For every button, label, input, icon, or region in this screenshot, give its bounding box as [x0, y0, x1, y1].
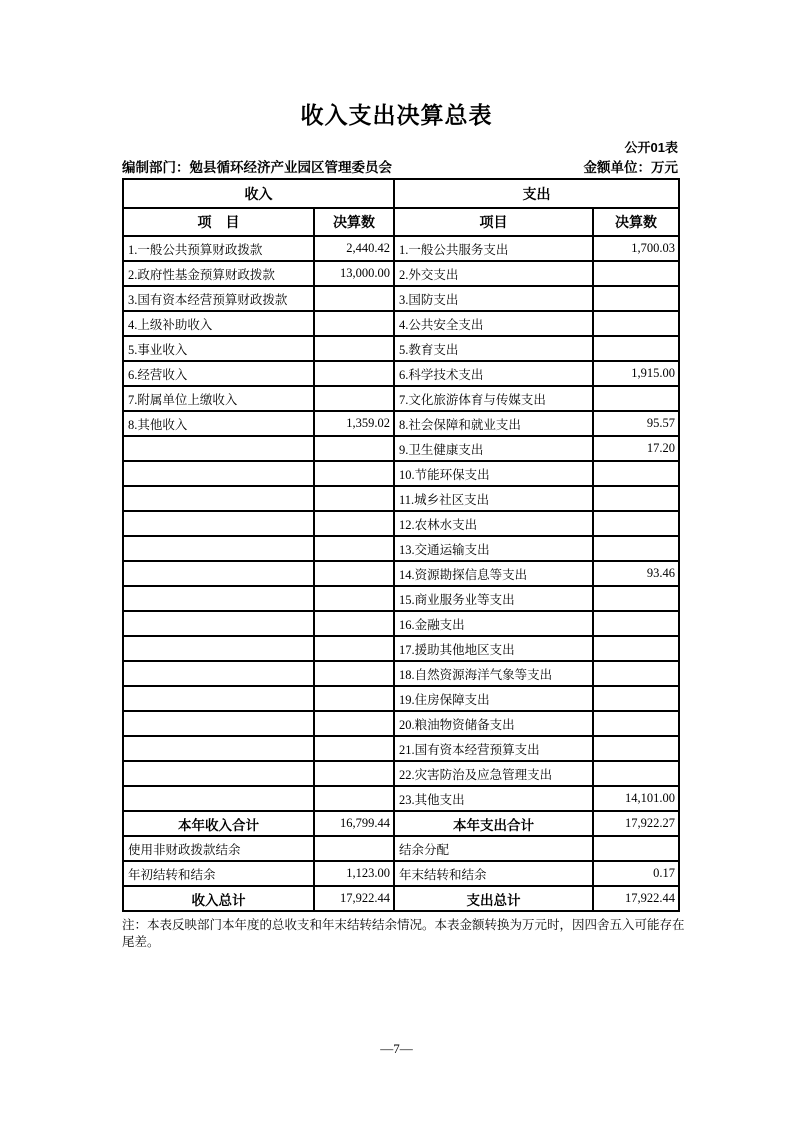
income-amount-cell: [314, 786, 394, 811]
income-amount-cell: 1,359.02: [314, 411, 394, 436]
column-header-row: [123, 208, 679, 236]
expense-amount-cell: 14,101.00: [593, 786, 679, 811]
income-item-cell: [123, 486, 314, 511]
income-amount-cell: 2,440.42: [314, 236, 394, 261]
table-row: [123, 686, 679, 711]
income-amount-cell: [314, 636, 394, 661]
expense-item-cell: 13.交通运输支出: [394, 536, 593, 561]
expense-amount-cell: [593, 836, 679, 861]
expense-item-cell: 16.金融支出: [394, 611, 593, 636]
table-code: 公开01表: [624, 140, 678, 155]
expense-amount-cell: [593, 336, 679, 361]
expense-item-cell: 17.援助其他地区支出: [394, 636, 593, 661]
expense-item-cell: 15.商业服务业等支出: [394, 586, 593, 611]
expense-item-cell: 23.其他支出: [394, 786, 593, 811]
table-row: [123, 286, 679, 311]
income-item-cell: 年初结转和结余: [123, 861, 314, 886]
income-amount-cell: [314, 386, 394, 411]
income-item-cell: 2.政府性基金预算财政拨款: [123, 261, 314, 286]
income-item-cell: [123, 711, 314, 736]
expense-item-cell: 支出总计: [394, 886, 593, 911]
income-item-col-header: 项 目: [123, 208, 314, 236]
expense-item-cell: 6.科学技术支出: [394, 361, 593, 386]
budget-summary-table: [122, 178, 680, 912]
income-section-header: 收入: [123, 179, 394, 208]
income-item-cell: 本年收入合计: [123, 811, 314, 836]
income-item-cell: [123, 436, 314, 461]
table-row: [123, 586, 679, 611]
page-number: —7—: [380, 1041, 413, 1056]
expense-amount-col-header: 决算数: [593, 208, 679, 236]
footnote-line: 尾差。: [122, 935, 160, 949]
income-amount-cell: 16,799.44: [314, 811, 394, 836]
income-amount-cell: 13,000.00: [314, 261, 394, 286]
income-amount-cell: [314, 761, 394, 786]
table-row: [123, 411, 679, 436]
income-item-cell: [123, 511, 314, 536]
expense-item-cell: 14.资源勘探信息等支出: [394, 561, 593, 586]
table-row: [123, 236, 679, 261]
expense-item-cell: 4.公共安全支出: [394, 311, 593, 336]
income-item-cell: [123, 736, 314, 761]
table-row: [123, 636, 679, 661]
table-row: [123, 811, 679, 836]
income-item-cell: [123, 461, 314, 486]
income-amount-cell: [314, 736, 394, 761]
table-row: [123, 311, 679, 336]
income-amount-cell: [314, 286, 394, 311]
income-amount-cell: [314, 486, 394, 511]
income-amount-cell: [314, 611, 394, 636]
expense-amount-cell: 95.57: [593, 411, 679, 436]
expense-amount-cell: 1,915.00: [593, 361, 679, 386]
expense-item-cell: 3.国防支出: [394, 286, 593, 311]
income-item-cell: [123, 636, 314, 661]
table-row: [123, 661, 679, 686]
expense-amount-cell: [593, 386, 679, 411]
expense-item-cell: 年末结转和结余: [394, 861, 593, 886]
income-item-cell: 8.其他收入: [123, 411, 314, 436]
expense-item-cell: 结余分配: [394, 836, 593, 861]
meta-row: [122, 156, 678, 176]
table-row: [123, 461, 679, 486]
income-item-cell: 7.附属单位上缴收入: [123, 386, 314, 411]
prepared-by: 编制部门：勉县循环经济产业园区管理委员会: [122, 160, 392, 175]
income-amount-cell: [314, 661, 394, 686]
expense-item-cell: 11.城乡社区支出: [394, 486, 593, 511]
footnote: [122, 917, 688, 951]
income-item-cell: [123, 611, 314, 636]
table-row: [123, 736, 679, 761]
income-item-cell: 5.事业收入: [123, 336, 314, 361]
expense-amount-cell: [593, 511, 679, 536]
expense-item-cell: 10.节能环保支出: [394, 461, 593, 486]
expense-amount-cell: 1,700.03: [593, 236, 679, 261]
expense-item-col-header: 项目: [394, 208, 593, 236]
expense-item-cell: 20.粮油物资储备支出: [394, 711, 593, 736]
income-amount-cell: [314, 336, 394, 361]
expense-item-cell: 22.灾害防治及应急管理支出: [394, 761, 593, 786]
income-amount-cell: [314, 586, 394, 611]
expense-amount-cell: 17.20: [593, 436, 679, 461]
income-item-cell: 1.一般公共预算财政拨款: [123, 236, 314, 261]
income-item-cell: 6.经营收入: [123, 361, 314, 386]
expense-amount-cell: [593, 711, 679, 736]
expense-item-cell: 12.农林水支出: [394, 511, 593, 536]
income-item-cell: 3.国有资本经营预算财政拨款: [123, 286, 314, 311]
expense-amount-cell: [593, 286, 679, 311]
expense-item-cell: 18.自然资源海洋气象等支出: [394, 661, 593, 686]
table-row: [123, 836, 679, 861]
expense-item-cell: 21.国有资本经营预算支出: [394, 736, 593, 761]
income-amount-cell: [314, 461, 394, 486]
expense-amount-cell: [593, 536, 679, 561]
expense-amount-cell: [593, 661, 679, 686]
table-row: [123, 611, 679, 636]
income-amount-cell: 1,123.00: [314, 861, 394, 886]
income-amount-cell: [314, 836, 394, 861]
expense-amount-cell: 93.46: [593, 561, 679, 586]
expense-amount-cell: [593, 586, 679, 611]
income-amount-cell: [314, 711, 394, 736]
expense-amount-cell: [593, 636, 679, 661]
expense-amount-cell: 0.17: [593, 861, 679, 886]
expense-item-cell: 2.外交支出: [394, 261, 593, 286]
table-row: [123, 711, 679, 736]
income-amount-cell: [314, 536, 394, 561]
expense-amount-cell: [593, 736, 679, 761]
income-item-cell: [123, 586, 314, 611]
table-row: [123, 486, 679, 511]
table-row: [123, 386, 679, 411]
expense-item-cell: 9.卫生健康支出: [394, 436, 593, 461]
income-item-cell: [123, 536, 314, 561]
income-item-cell: [123, 686, 314, 711]
income-amount-col-header: 决算数: [314, 208, 394, 236]
income-amount-cell: [314, 686, 394, 711]
table-row: [123, 336, 679, 361]
income-amount-cell: [314, 561, 394, 586]
table-row: [123, 536, 679, 561]
expense-section-header: 支出: [394, 179, 679, 208]
income-amount-cell: [314, 361, 394, 386]
income-amount-cell: [314, 511, 394, 536]
expense-item-cell: 本年支出合计: [394, 811, 593, 836]
expense-amount-cell: [593, 611, 679, 636]
income-item-cell: 使用非财政拨款结余: [123, 836, 314, 861]
amount-unit: 金额单位：万元: [583, 160, 678, 175]
expense-amount-cell: [593, 686, 679, 711]
expense-amount-cell: [593, 486, 679, 511]
table-row: [123, 436, 679, 461]
expense-item-cell: 8.社会保障和就业支出: [394, 411, 593, 436]
expense-amount-cell: [593, 311, 679, 336]
income-item-cell: 4.上级补助收入: [123, 311, 314, 336]
section-header-row: [123, 179, 679, 208]
income-item-cell: [123, 786, 314, 811]
income-item-cell: [123, 661, 314, 686]
income-amount-cell: [314, 436, 394, 461]
expense-item-cell: 5.教育支出: [394, 336, 593, 361]
expense-amount-cell: [593, 261, 679, 286]
income-item-cell: [123, 561, 314, 586]
table-row: [123, 511, 679, 536]
expense-amount-cell: 17,922.27: [593, 811, 679, 836]
table-row: [123, 561, 679, 586]
table-row: [123, 861, 679, 886]
table-row: [123, 361, 679, 386]
table-body: [123, 236, 679, 911]
expense-item-cell: 19.住房保障支出: [394, 686, 593, 711]
table-row: [123, 786, 679, 811]
expense-amount-cell: [593, 761, 679, 786]
expense-item-cell: 1.一般公共服务支出: [394, 236, 593, 261]
page-title: 收入支出决算总表: [300, 102, 493, 128]
table-row: [123, 761, 679, 786]
table-row: [123, 886, 679, 911]
income-amount-cell: 17,922.44: [314, 886, 394, 911]
expense-amount-cell: 17,922.44: [593, 886, 679, 911]
income-amount-cell: [314, 311, 394, 336]
income-item-cell: 收入总计: [123, 886, 314, 911]
expense-item-cell: 7.文化旅游体育与传媒支出: [394, 386, 593, 411]
expense-amount-cell: [593, 461, 679, 486]
footnote-line: 注：本表反映部门本年度的总收支和年末结转结余情况。本表金额转换为万元时，因四舍五入可能存在: [122, 918, 685, 932]
income-item-cell: [123, 761, 314, 786]
table-row: [123, 261, 679, 286]
